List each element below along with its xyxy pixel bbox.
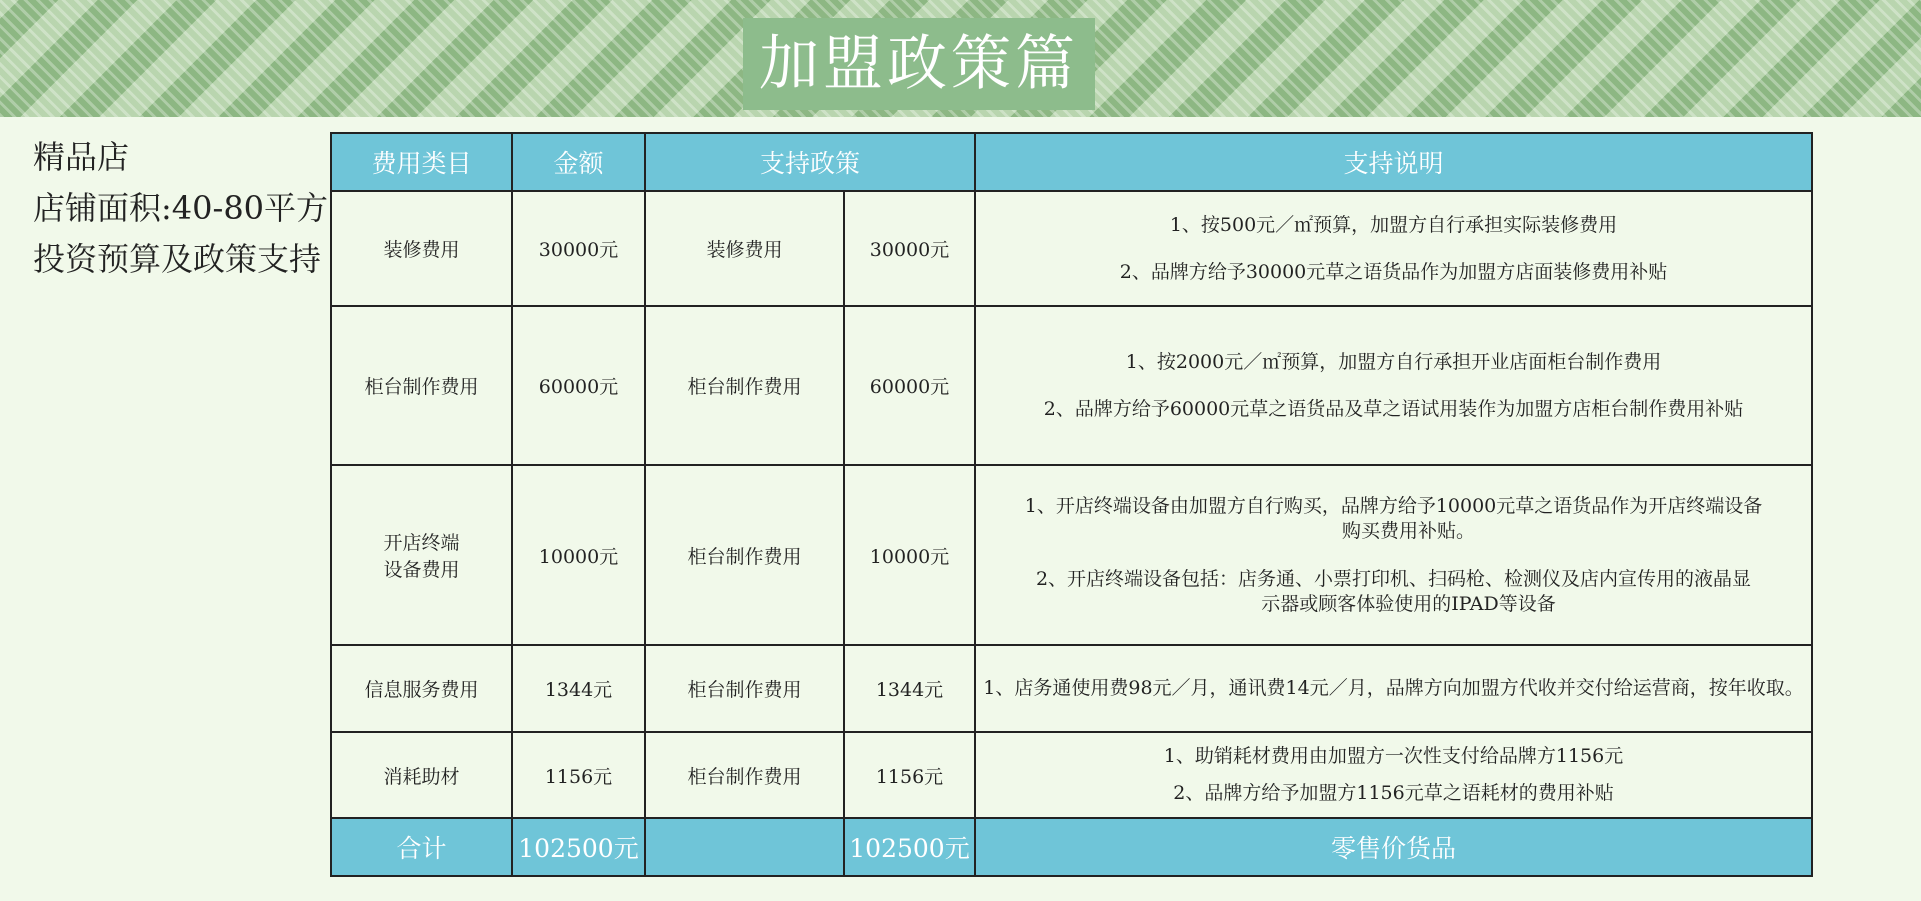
description-item <box>976 494 1811 544</box>
description-line: 2、品牌方给予60000元草之语货品及草之语试用装作为加盟方店柜台制作费用补贴 <box>1043 397 1744 420</box>
category-line: 开店终端 <box>383 532 460 554</box>
row-policy-item: 柜台制作费用 <box>645 465 844 645</box>
row-amount: 1344元 <box>512 645 645 732</box>
policy-table <box>330 132 1813 877</box>
description-line: 2、开店终端设备包括：店务通、小票打印机、扫码枪、检测仪及店内宣传用的液晶显 <box>1035 567 1752 590</box>
description-line-cont: 购买费用补贴。 <box>1342 519 1476 542</box>
description-line: 1、按2000元／㎡预算，加盟方自行承担开业店面柜台制作费用 <box>1125 350 1662 373</box>
row-category: 装修费用 <box>331 191 512 306</box>
row-policy-amount: 60000元 <box>844 306 975 465</box>
total-amount: 102500元 <box>512 818 645 876</box>
row-description <box>975 306 1812 465</box>
category-line: 设备费用 <box>383 559 460 581</box>
table-total-row <box>331 818 1812 876</box>
row-amount: 30000元 <box>512 191 645 306</box>
table-header-row <box>331 133 1812 191</box>
row-category: 消耗助材 <box>331 732 512 818</box>
store-info <box>33 132 328 285</box>
description-line: 1、按500元／㎡预算，加盟方自行承担实际装修费用 <box>1169 213 1618 236</box>
table-row <box>331 191 1812 306</box>
title-box <box>743 18 1095 110</box>
store-type: 精品店 <box>33 138 130 176</box>
table-row <box>331 732 1812 818</box>
page-title: 加盟政策篇 <box>759 29 1079 99</box>
row-category: 柜台制作费用 <box>331 306 512 465</box>
row-policy-amount: 10000元 <box>844 465 975 645</box>
budget-heading: 投资预算及政策支持 <box>33 240 322 278</box>
description-line: 2、品牌方给予30000元草之语货品作为加盟方店面装修费用补贴 <box>1119 260 1668 283</box>
row-amount: 10000元 <box>512 465 645 645</box>
description-item <box>976 567 1811 617</box>
table-row <box>331 306 1812 465</box>
row-description <box>975 465 1812 645</box>
row-policy-amount: 1344元 <box>844 645 975 732</box>
total-description: 零售价货品 <box>975 818 1812 876</box>
row-amount: 60000元 <box>512 306 645 465</box>
row-amount: 1156元 <box>512 732 645 818</box>
table-row <box>331 645 1812 732</box>
header-amount: 金额 <box>512 133 645 191</box>
description-line: 1、开店终端设备由加盟方自行购买，品牌方给予10000元草之语货品作为开店终端设备 <box>1024 494 1763 517</box>
description-line-cont: 示器或顾客体验使用的IPAD等设备 <box>1261 592 1556 615</box>
total-policy-item <box>645 818 844 876</box>
row-policy-item: 装修费用 <box>645 191 844 306</box>
row-description <box>975 191 1812 306</box>
row-policy-amount: 30000元 <box>844 191 975 306</box>
store-area: 店铺面积:40-80平方 <box>33 189 329 227</box>
row-category <box>331 465 512 645</box>
row-description <box>975 732 1812 818</box>
description-line: 1、助销耗材费用由加盟方一次性支付给品牌方1156元 <box>1163 745 1624 767</box>
description-line: 1、店务通使用费98元／月，通讯费14元／月，品牌方向加盟方代收并交付给运营商，按年收取。 <box>983 677 1804 699</box>
table-row <box>331 465 1812 645</box>
row-category: 信息服务费用 <box>331 645 512 732</box>
header-description: 支持说明 <box>975 133 1812 191</box>
header-category: 费用类目 <box>331 133 512 191</box>
description-line: 2、品牌方给予加盟方1156元草之语耗材的费用补贴 <box>1173 782 1614 804</box>
row-policy-item: 柜台制作费用 <box>645 645 844 732</box>
row-policy-item: 柜台制作费用 <box>645 732 844 818</box>
row-description <box>975 645 1812 732</box>
total-label: 合计 <box>331 818 512 876</box>
row-policy-amount: 1156元 <box>844 732 975 818</box>
total-policy-amount: 102500元 <box>844 818 975 876</box>
row-policy-item: 柜台制作费用 <box>645 306 844 465</box>
header-policy: 支持政策 <box>645 133 975 191</box>
